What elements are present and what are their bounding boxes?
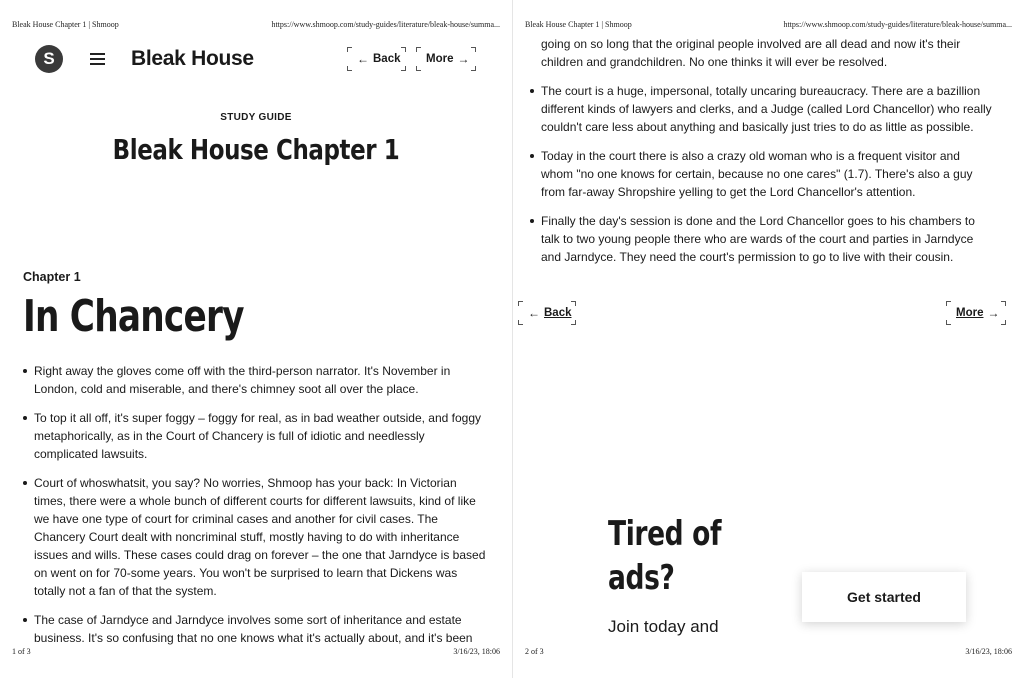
print-url: https://www.shmoop.com/study-guides/literature/bleak-house/summa... [783,20,1012,29]
summary-item: The case of Jarndyce and Jarndyce involves some sort of inheritance and estate business. It's so confusing that no one knows what it's actually about, and it's been [23,611,488,647]
pager-more-label: More [956,307,984,319]
print-doc-title: Bleak House Chapter 1 | Shmoop [12,20,119,29]
shmoop-logo[interactable]: S [35,45,63,73]
get-started-button[interactable]: Get started [802,572,966,622]
study-guide-eyebrow: STUDY GUIDE [220,112,292,123]
ad-title-line-2: ads? [608,558,675,598]
summary-item: Right away the gloves come off with the third-person narrator. It's November in London, cold and miserable, and there's chimney soot all over the place. [23,362,488,398]
print-footer [525,647,1012,659]
menu-icon[interactable] [90,53,105,65]
summary-list-page-1 [23,362,488,658]
page-number: 1 of 3 [12,647,31,656]
ad-title [608,512,721,600]
chapter-title: In Chancery [23,291,244,342]
print-header [12,20,500,32]
summary-item: The court is a huge, impersonal, totally uncaring bureaucracy. There are a bazillion different kinds of lawyers and clerks, and a Judge (called Lord Chancellor) who really couldn't care less about anything and basically just tries to do as little as possible. [530,82,995,136]
pager-more-button[interactable] [946,301,1006,325]
summary-item: Finally the day's session is done and the Lord Chancellor goes to his chambers to talk to two young people there who are wards of the court and parties in Jarndyce and Jarndyce. They need the court's permission to go to live with their cousin. [530,212,995,266]
print-header [525,20,1012,32]
pager-back-button[interactable] [518,301,576,325]
header-more-label: More [426,53,454,65]
print-date: 3/16/23, 18:06 [965,647,1012,656]
ad-subtitle: Join today and [608,617,719,636]
print-url: https://www.shmoop.com/study-guides/literature/bleak-house/summa... [271,20,500,29]
header-back-label: Back [373,53,401,65]
arrow-right-icon: → [987,306,1000,320]
summary-item: Today in the court there is also a crazy old woman who is a frequent visitor and whom "no one knows for certain, because no one cares" (1.7). There's also a guy from far-away Shropshire yelling to get the Lord Chancellor's attention. [530,147,995,201]
header-more-button[interactable] [416,47,476,71]
site-title[interactable]: Bleak House [131,47,254,70]
arrow-left-icon: ← [528,306,540,320]
arrow-left-icon: ← [357,52,369,66]
page-number: 2 of 3 [525,647,544,656]
ad-title-line-1: Tired of [608,514,722,554]
summary-item: To top it all off, it's super foggy – foggy for real, as in bad weather outside, and foggy metaphorically, as in the Court of Chancery is full of idiotic and needlessly complicated lawsuits. [23,409,488,463]
page-title: Bleak House Chapter 1 [112,133,400,166]
summary-item: Court of whoswhatsit, you say? No worries, Shmoop has your back: In Victorian times, there were a whole bunch of different courts for different lawsuits, kind of like we have one type of court for criminal cases and another for civil cases. The Chancery Court dealt with noncriminal stuff, mostly having to do with inheritance issues and wills. These cases could drag on forever – the one that Jarndyce is based on went on for 70-some years. You won't be surprised to learn that Dickens was totally not a fan of that the system. [23,474,488,600]
print-footer [12,647,500,659]
summary-list-page-2 [530,82,995,277]
pager-back-label: Back [544,307,572,319]
arrow-right-icon: → [457,52,470,66]
print-doc-title: Bleak House Chapter 1 | Shmoop [525,20,632,29]
print-date: 3/16/23, 18:06 [453,647,500,656]
chapter-label: Chapter 1 [23,270,81,284]
summary-continued: going on so long that the original people involved are all dead and now it's their children and grandchildren. No one thinks it will ever be resolved. [541,37,961,69]
header-back-button[interactable] [347,47,406,71]
